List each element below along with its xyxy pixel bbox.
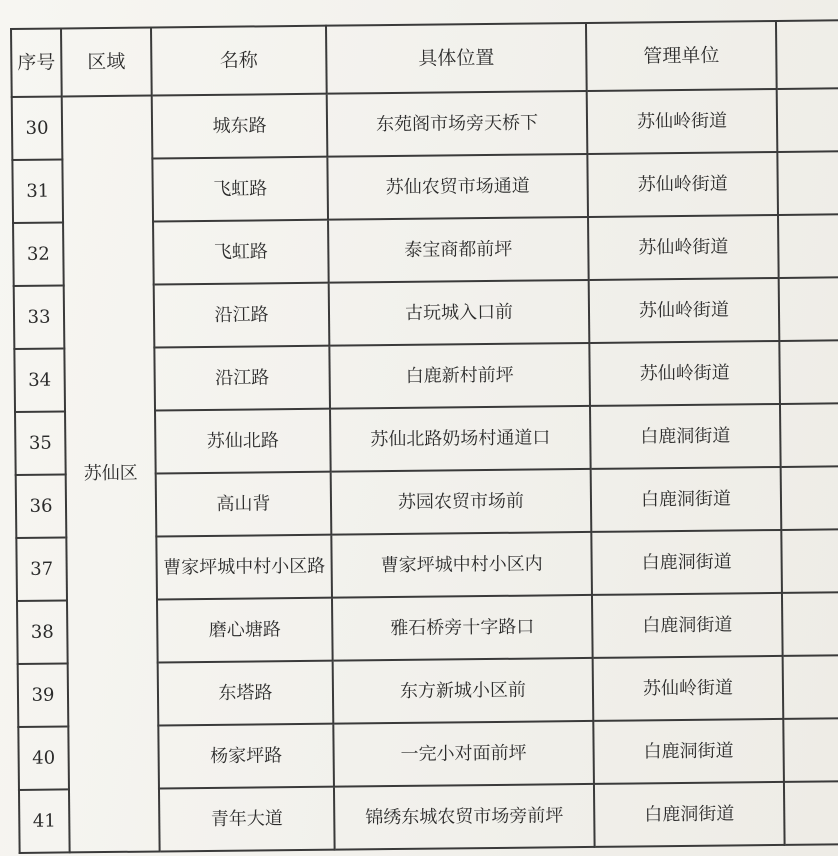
cell-name: 飞虹路 <box>152 157 328 222</box>
header-row <box>11 20 838 97</box>
cell-name: 飞虹路 <box>153 220 329 285</box>
cell-location: 曹家坪城中村小区内 <box>331 532 592 598</box>
cell-name: 沿江路 <box>154 346 330 411</box>
header-no: 序号 <box>11 28 62 97</box>
cell-unit: 白鹿洞街道 <box>591 530 782 595</box>
cell-extra <box>778 214 838 278</box>
cell-extra <box>781 529 838 593</box>
cell-name: 城东路 <box>152 94 328 159</box>
cell-name: 磨心塘路 <box>157 598 333 663</box>
header-location: 具体位置 <box>326 23 587 94</box>
cell-extra <box>777 151 838 215</box>
cell-unit: 苏仙岭街道 <box>588 215 779 280</box>
cell-no: 34 <box>14 348 65 412</box>
cell-no: 35 <box>15 411 66 475</box>
cell-unit: 白鹿洞街道 <box>590 404 781 469</box>
cell-no: 30 <box>12 96 63 160</box>
cell-name: 高山背 <box>156 472 332 537</box>
cell-no: 37 <box>16 537 67 601</box>
header-name: 名称 <box>151 26 327 96</box>
table-header <box>11 20 838 97</box>
header-area: 区域 <box>61 28 152 97</box>
cell-location: 东方新城小区前 <box>333 658 594 724</box>
cell-no: 38 <box>17 600 68 664</box>
cell-location: 古玩城入口前 <box>329 280 590 346</box>
cell-location: 锦绣东城农贸市场旁前坪 <box>334 784 595 850</box>
cell-unit: 白鹿洞街道 <box>592 593 783 658</box>
cell-location: 东苑阁市场旁天桥下 <box>327 91 588 157</box>
cell-location: 泰宝商都前坪 <box>328 217 589 283</box>
cell-location: 苏园农贸市场前 <box>331 469 592 535</box>
cell-location: 雅石桥旁十字路口 <box>332 595 593 661</box>
cell-no: 33 <box>14 285 65 349</box>
cell-extra <box>780 403 838 467</box>
cell-no: 32 <box>13 222 64 286</box>
cell-extra <box>781 466 838 530</box>
cell-location: 白鹿新村前坪 <box>329 343 590 409</box>
table-body <box>12 88 838 853</box>
cell-no: 41 <box>19 789 70 853</box>
cell-location: 苏仙北路奶场村通道口 <box>330 406 591 472</box>
header-unit: 管理单位 <box>586 21 777 91</box>
cell-name: 杨家坪路 <box>158 724 334 789</box>
cell-unit: 苏仙岭街道 <box>589 278 780 343</box>
cell-area: 苏仙区 <box>62 96 160 853</box>
cell-extra <box>784 781 838 845</box>
cell-name: 曹家坪城中村小区路 <box>156 535 332 600</box>
header-extra <box>776 20 838 89</box>
cell-unit: 白鹿洞街道 <box>591 467 782 532</box>
cell-unit: 白鹿洞街道 <box>594 782 785 847</box>
cell-unit: 苏仙岭街道 <box>593 656 784 721</box>
cell-extra <box>783 718 838 782</box>
cell-name: 青年大道 <box>159 787 335 852</box>
cell-unit: 白鹿洞街道 <box>593 719 784 784</box>
cell-no: 39 <box>18 663 69 727</box>
cell-unit: 苏仙岭街道 <box>589 341 780 406</box>
cell-name: 沿江路 <box>154 283 330 348</box>
road-list-table <box>10 19 838 854</box>
cell-extra <box>777 88 838 152</box>
cell-location: 一完小对面前坪 <box>333 721 594 787</box>
cell-extra <box>779 277 838 341</box>
cell-extra <box>782 592 838 656</box>
cell-location: 苏仙农贸市场通道 <box>327 154 588 220</box>
table-row <box>12 88 838 160</box>
cell-no: 36 <box>16 474 67 538</box>
cell-name: 苏仙北路 <box>155 409 331 474</box>
cell-unit: 苏仙岭街道 <box>587 152 778 217</box>
cell-unit: 苏仙岭街道 <box>587 89 778 154</box>
cell-no: 31 <box>12 159 63 223</box>
cell-extra <box>779 340 838 404</box>
cell-name: 东塔路 <box>158 661 334 726</box>
cell-no: 40 <box>18 726 69 790</box>
cell-extra <box>783 655 838 719</box>
